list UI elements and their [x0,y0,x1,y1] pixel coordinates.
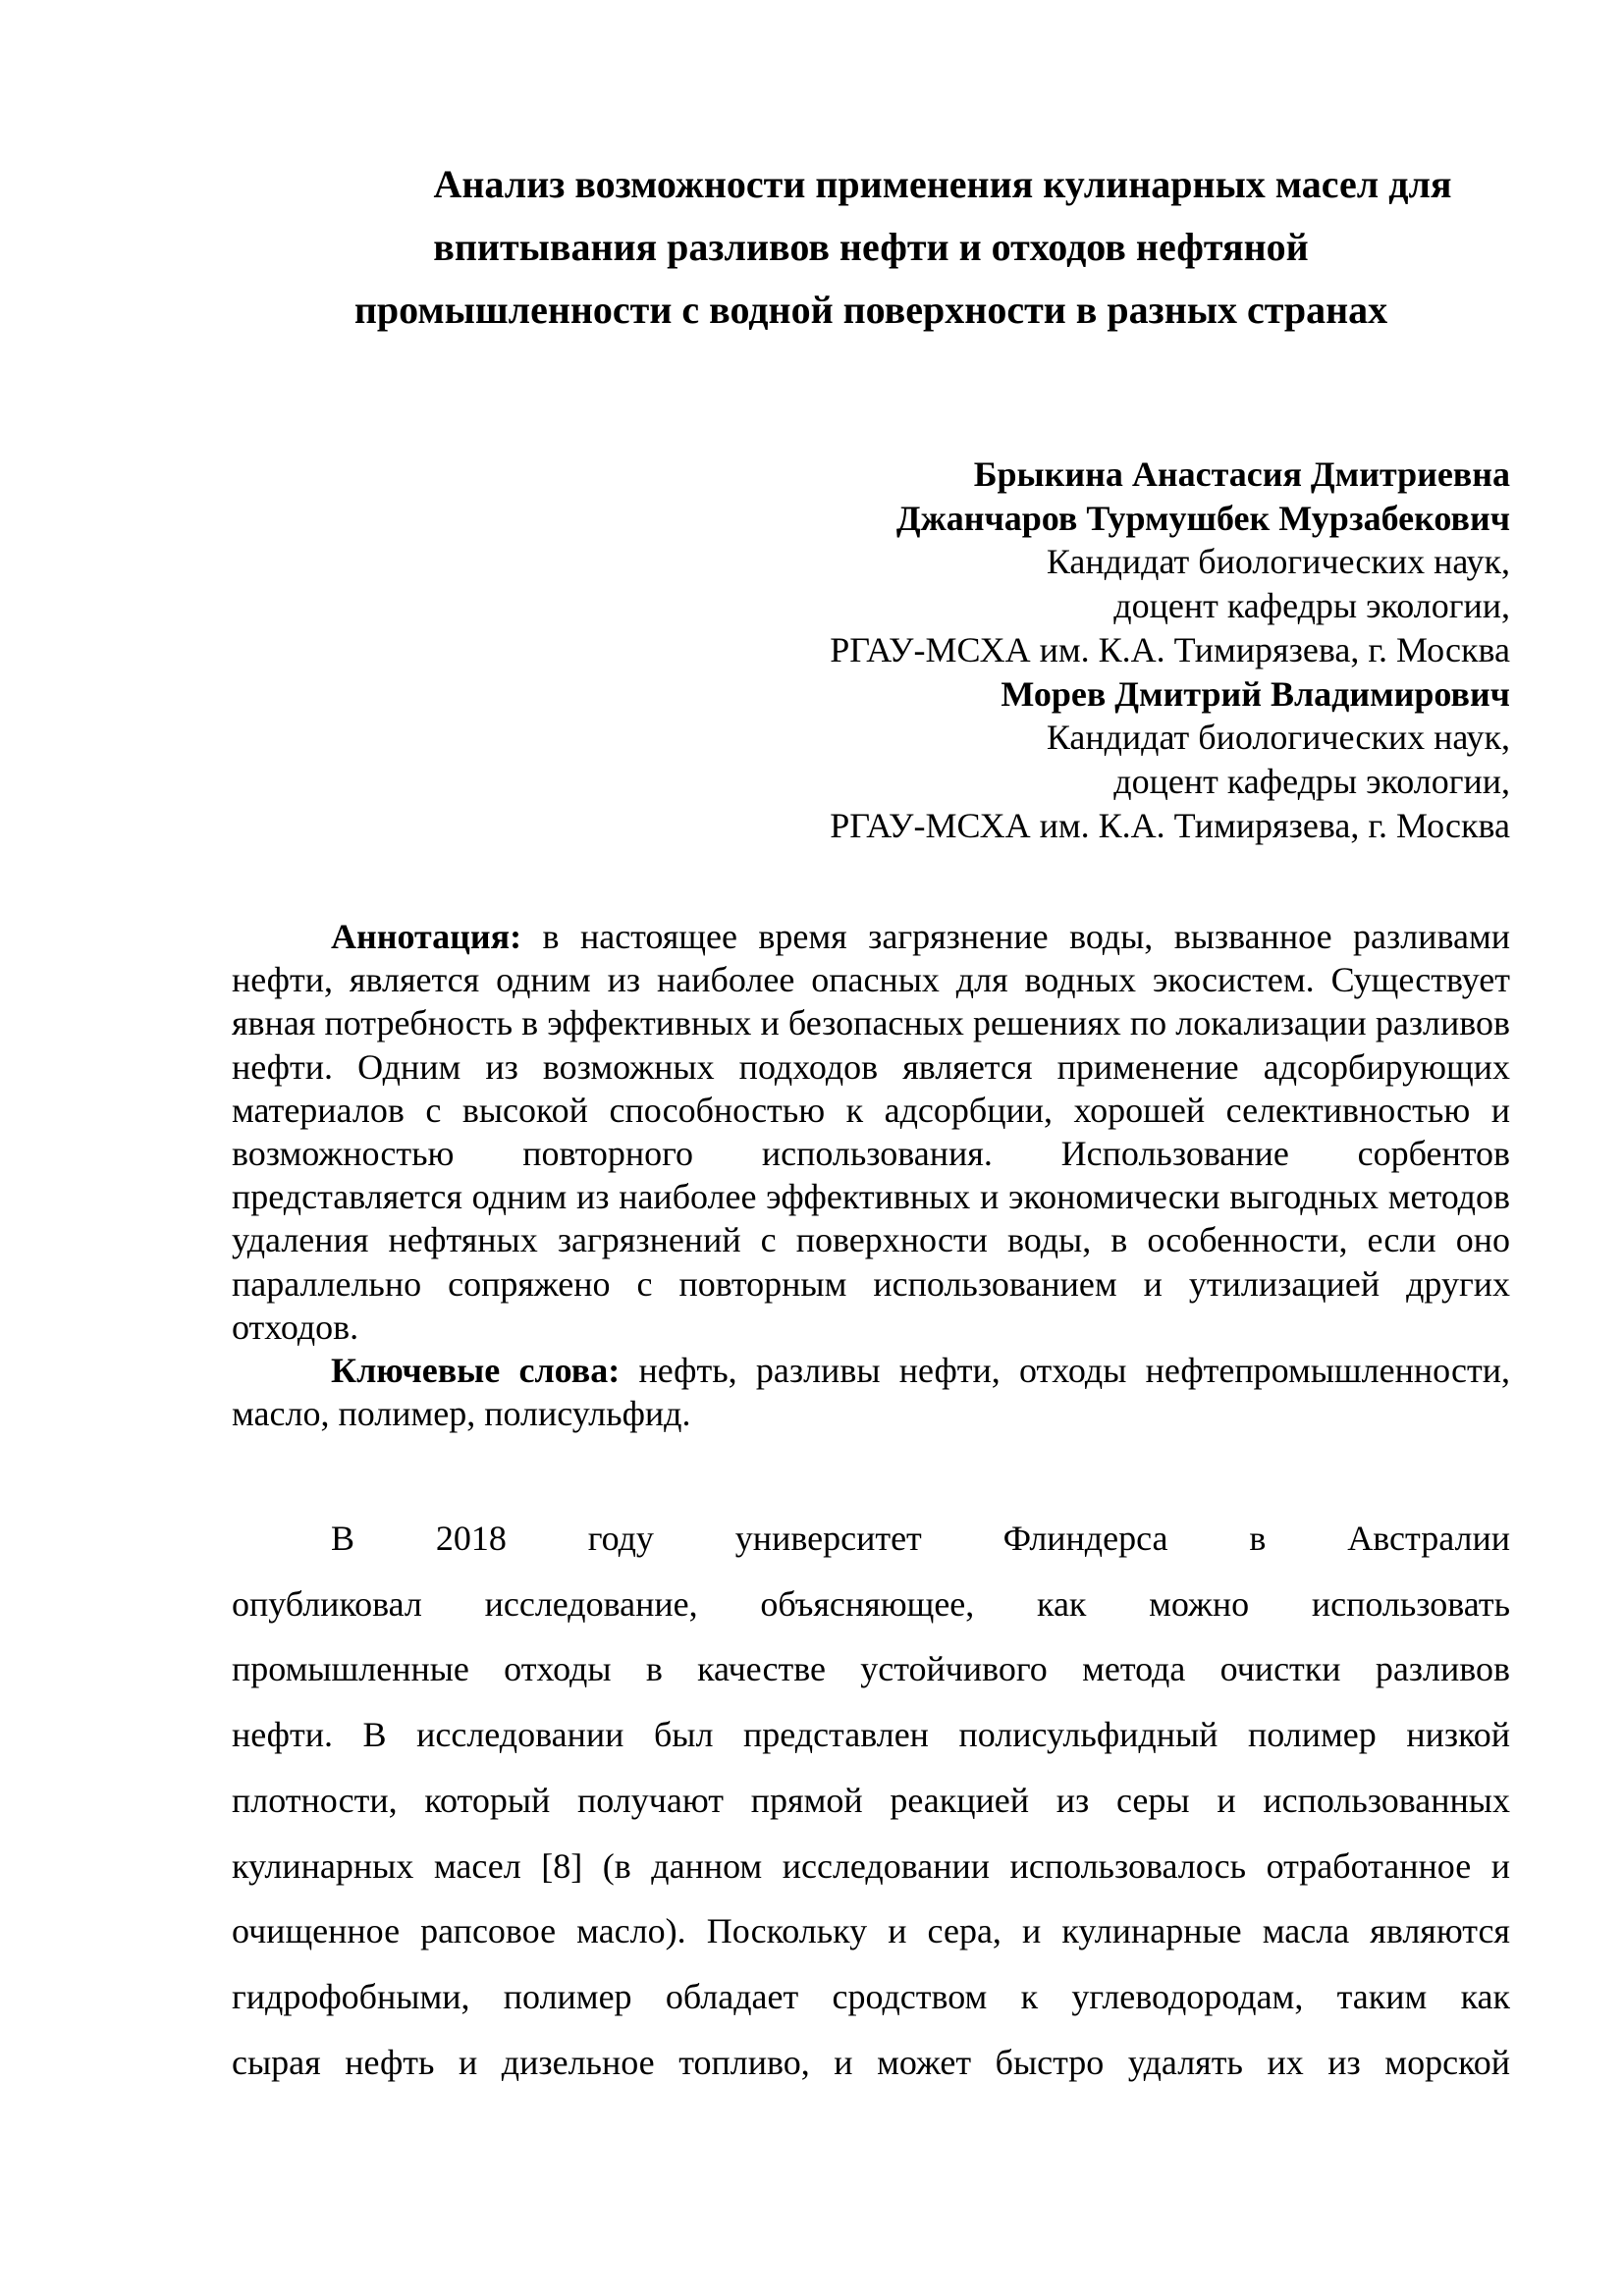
body-line: плотности, который получают прямой реакцией из серы и использованных [232,1780,1510,1820]
author-name: Джанчаров Турмушбек Мурзабекович [895,498,1510,538]
author-position: доцент кафедры экологии, [1113,761,1510,801]
author-degree: Кандидат биологических наук, [1046,718,1510,758]
body-line: гидрофобными, полимер обладает сродством к углеводородам, таким как [232,1976,1510,2016]
keywords-paragraph [232,1349,1510,1435]
body-line: нефти. В исследовании был представлен полисульфидный полимер низкой [232,1715,1510,1755]
abstract-paragraph [232,915,1510,1349]
author-affiliation: РГАУ-МСХА им. К.А. Тимирязева, г. Москва [830,805,1510,845]
keywords-text: нефть, разливы нефти, отходы нефтепромышленности, масло, полимер, полисульфид. [232,1351,1510,1434]
body-line: кулинарных масел [8] (в данном исследовании использовалось отработанное и [232,1845,1510,1886]
article-title [232,153,1510,342]
title-line: Анализ возможности применения кулинарных масел для [433,162,1452,206]
title-line: впитывания разливов нефти и отходов нефтяной [433,225,1309,269]
keywords-label: Ключевые слова: [331,1351,621,1391]
abstract-label: Аннотация: [331,917,522,956]
title-line: промышленности с водной поверхности в разных странах [353,288,1388,332]
author-affiliation: РГАУ-МСХА им. К.А. Тимирязева, г. Москва [830,629,1510,669]
author-position: доцент кафедры экологии, [1113,586,1510,626]
body-paragraph [232,1506,1510,2095]
body-line: промышленные отходы в качестве устойчивого метода очистки разливов [232,1649,1510,1689]
abstract-text: в настоящее время загрязнение воды, вызванное разливами нефти, является одним из наиболее опасных для водных экосистем. Существует явная потребность в эффективных и безопасных решениях по локализации разливов нефти. Одним из возможных подходов является применение адсорбирующих материалов с высокой способностью к адсорбции, хорошей селективностью и возможностью повторного использования. Использование сорбентов представляется одним из наиболее эффективных и экономически выгодных методов удаления нефтяных загрязнений с поверхности воды, в особенности, если оно параллельно сопряжено с повторным использованием и утилизацией других отходов. [232,917,1510,1347]
body-line: В 2018 году университет Флиндерса в Австралии [331,1519,1510,1558]
author-degree: Кандидат биологических наук, [1046,542,1510,582]
body-line: опубликовал исследование, объясняющее, как можно использовать [232,1583,1510,1624]
body-line: сырая нефть и дизельное топливо, и может быстро удалять их из морской [232,2042,1510,2082]
author-block [589,453,1510,847]
abstract-section [232,915,1510,1435]
author-name: Морев Дмитрий Владимирович [1001,673,1510,714]
author-name: Брыкина Анастасия Дмитриевна [973,454,1510,494]
body-line: очищенное рапсовое масло). Поскольку и сера, и кулинарные масла являются [232,1911,1510,1951]
